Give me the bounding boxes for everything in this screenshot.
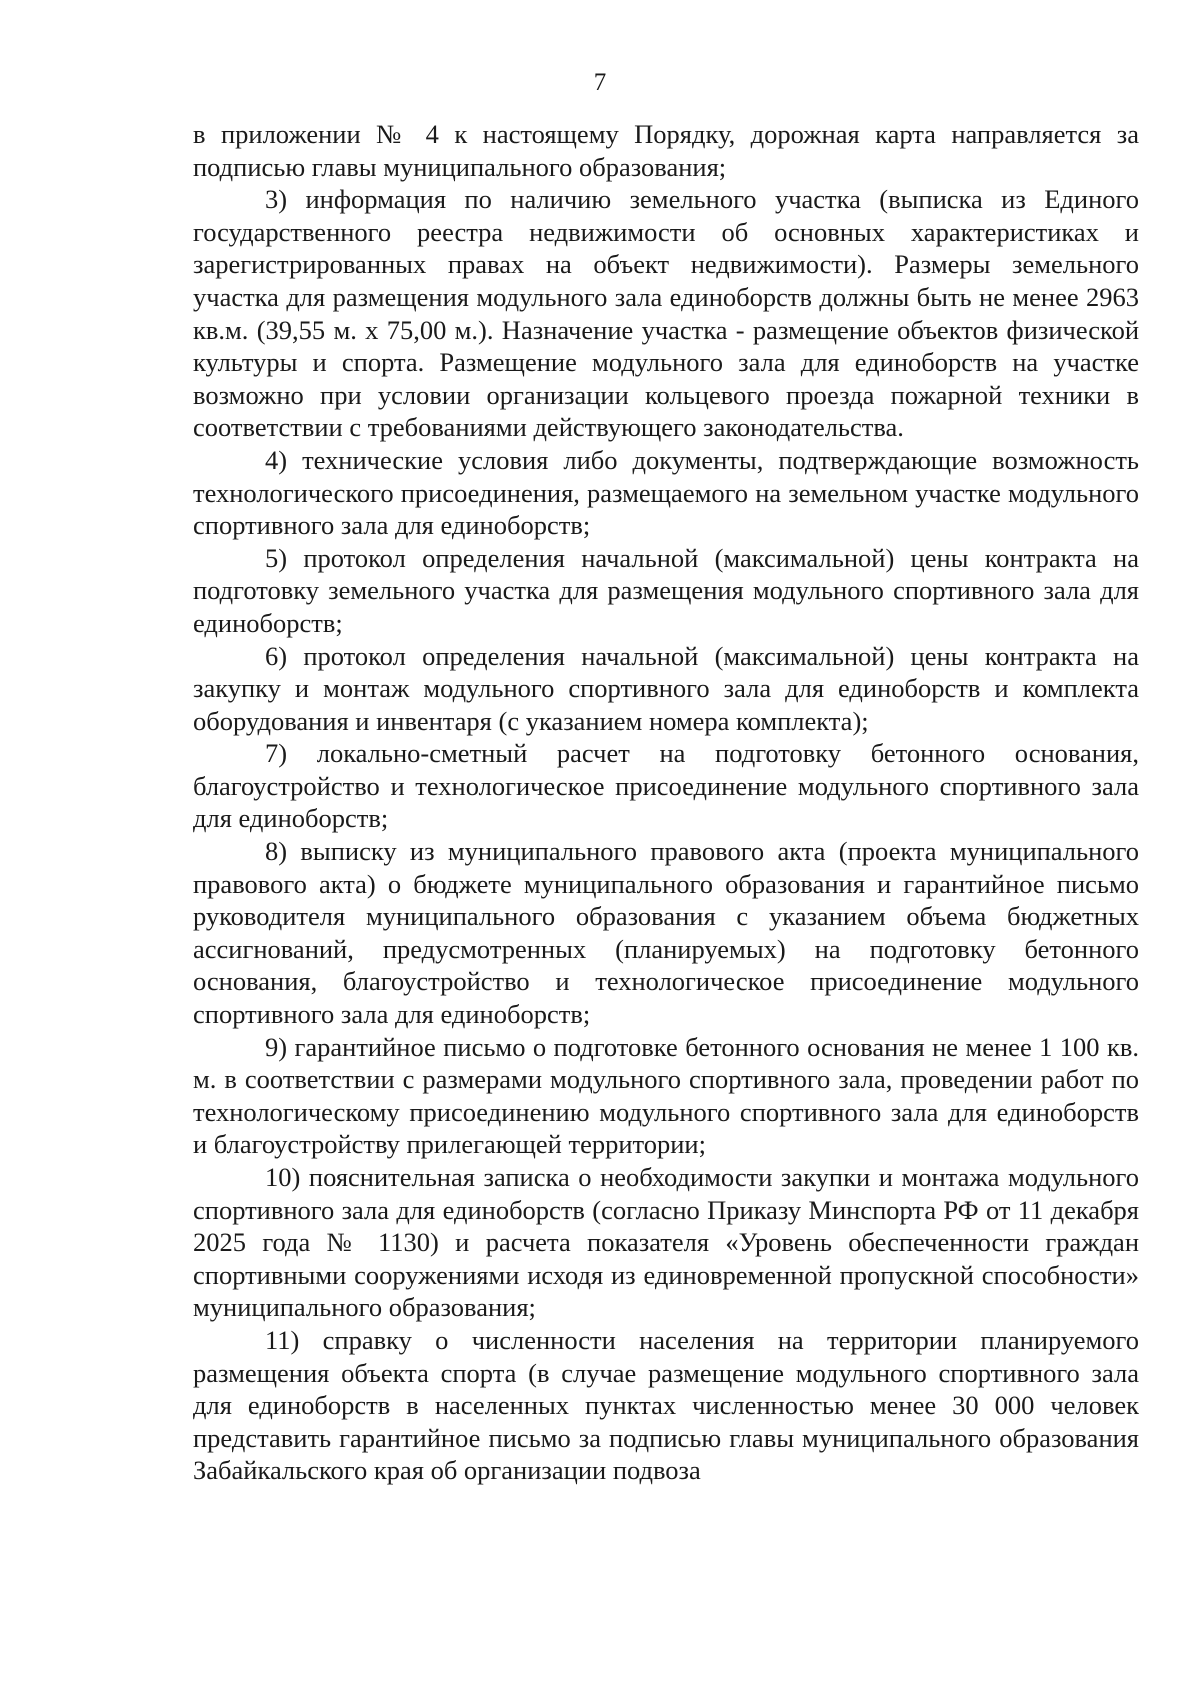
- list-item-7: 7) локально-сметный расчет на подготовку бетонного основания, благоустройство и технологическое присоединение модульного спортивного зала для единоборств;: [193, 738, 1139, 834]
- list-item-3: 3) информация по наличию земельного участка (выписка из Единого государственного реестра недвижимости об основных характеристиках и зарегистрированных правах на объект недвижимости). Размеры земельного участка для размещения модульного зала единоборств должны быть не менее 2963 кв.м. (39,55 м. х 75,00 м.). Назначение участка - размещение объектов физической культуры и спорта. Размещение модульного зала для единоборств на участке возможно при условии организации кольцевого проезда пожарной техники в соответствии с требованиями действующего законодательства.: [193, 184, 1139, 443]
- list-item-6: 6) протокол определения начальной (максимальной) цены контракта на закупку и монтаж модульного спортивного зала для единоборств и комплекта оборудования и инвентаря (с указанием номера комплекта);: [193, 640, 1139, 736]
- list-item-5: 5) протокол определения начальной (максимальной) цены контракта на подготовку земельного участка для размещения модульного спортивного зала для единоборств;: [193, 542, 1139, 638]
- document-body: [193, 118, 1139, 1487]
- list-item-11: 11) справку о численности населения на территории планируемого размещения объекта спорта (в случае размещение модульного спортивного зала для единоборств в населенных пунктах численностью менее 30 000 человек представить гарантийное письмо за подписью главы муниципального образования Забайкальского края об организации подвоза: [193, 1324, 1139, 1486]
- list-item-10: 10) пояснительная записка о необходимости закупки и монтажа модульного спортивного зала для единоборств (согласно Приказу Минспорта РФ от 11 декабря 2025 года № 1130) и расчета показателя «Уровень обеспеченности граждан спортивными сооружениями исходя из единовременной пропускной способности» муниципального образования;: [193, 1162, 1139, 1323]
- paragraph-continuation: в приложении № 4 к настоящему Порядку, дорожная карта направляется за подписью главы муниципального образования;: [193, 119, 1139, 182]
- list-item-4: 4) технические условия либо документы, подтверждающие возможность технологического присоединения, размещаемого на земельном участке модульного спортивного зала для единоборств;: [193, 444, 1139, 541]
- list-item-9: 9) гарантийное письмо о подготовке бетонного основания не менее 1 100 кв. м. в соответствии с размерами модульного спортивного зала, проведении работ по технологическому присоединению модульного спортивного зала для единоборств и благоустройству прилегающей территории;: [193, 1031, 1139, 1160]
- page-number: 7: [593, 69, 607, 96]
- list-item-8: 8) выписку из муниципального правового акта (проекта муниципального правового акта) о бюджете муниципального образования и гарантийное письмо руководителя муниципального образования с указанием объема бюджетных ассигнований, предусмотренных (планируемых) на подготовку бетонного основания, благоустройство и технологическое присоединение модульного спортивного зала для единоборств;: [193, 836, 1139, 1030]
